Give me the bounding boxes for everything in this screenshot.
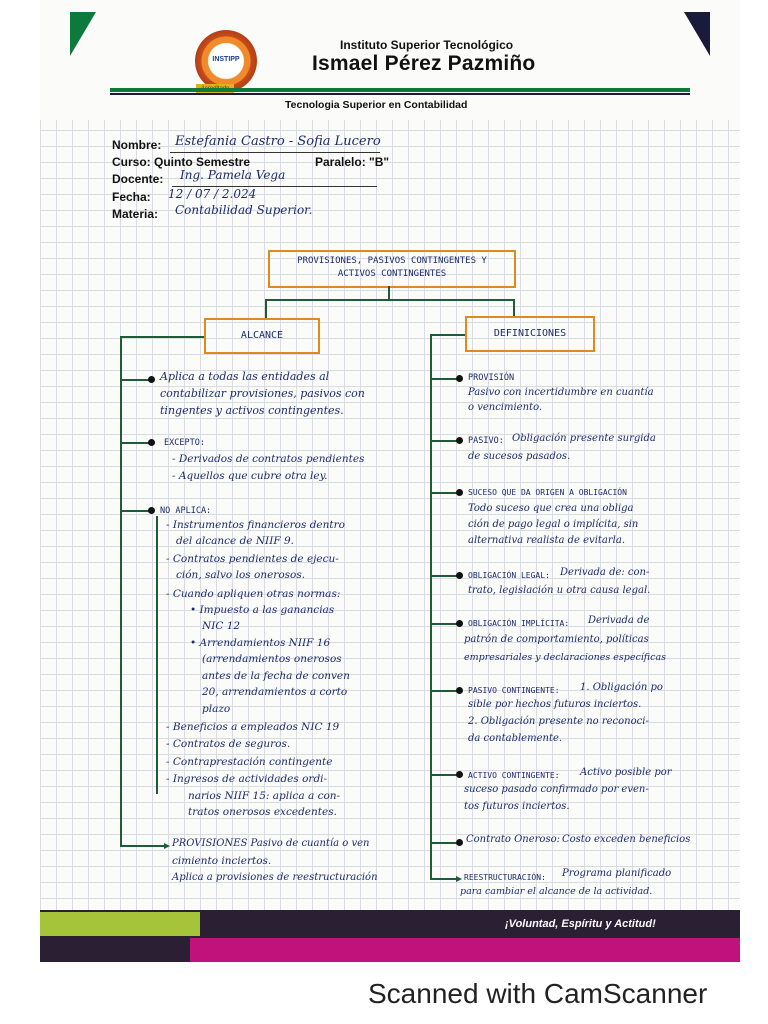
fecha-value: 12 / 07 / 2.024 [168, 187, 257, 201]
provisiones-line2: cimiento inciertos. [172, 855, 272, 867]
curso-label: Curso: Quinto Semestre [112, 155, 251, 169]
arrow-reestructuracion [456, 876, 462, 882]
pasivo-line2: de sucesos pasados. [468, 451, 571, 462]
no-aplica-line10: antes de la fecha de conven [202, 670, 350, 682]
scanned-page [40, 0, 740, 962]
provisiones-line1: PROVISIONES Pasivo de cuantía o ven [172, 838, 370, 849]
branch-provisiones [120, 845, 166, 847]
no-aplica-line4: ción, salvo los onerosos. [176, 569, 306, 581]
arrow-provisiones [164, 843, 170, 849]
bullet-aplica [148, 376, 155, 383]
branch-aplica [120, 379, 150, 381]
no-aplica-line11: 20, arrendamientos a corto [202, 686, 348, 698]
docente-value: Ing. Pamela Vega [180, 168, 286, 182]
footer-motto: ¡Voluntad, Espíritu y Actitud! [505, 918, 656, 930]
no-aplica-line9: (arrendamientos onerosos [202, 653, 342, 665]
bullet-suceso [456, 489, 463, 496]
legal-line2: trato, legislación u otra causa legal. [468, 585, 651, 596]
no-aplica-line5: - Cuando apliquen otras normas: [166, 588, 341, 600]
no-aplica-line12: plazo [202, 703, 231, 715]
map-title-line1: PROVISIONES, PASIVOS CONTINGENTES Y [297, 256, 487, 266]
bullet-implicita [456, 620, 463, 627]
bullet-excepto [148, 439, 155, 446]
camscanner-watermark: Scanned with CamScanner [368, 978, 708, 1009]
pasivo-cont-line1: 1. Obligación po [580, 682, 663, 693]
aplica-line2: contabilizar provisiones, pasivos con [160, 387, 365, 400]
no-aplica-line16: - Ingresos de actividades ordi- [166, 773, 328, 785]
no-aplica-line8: • Arrendamientos NIIF 16 [190, 637, 331, 649]
connector-left-down [265, 299, 267, 319]
materia-label: Materia: [112, 207, 159, 221]
implicita-title: OBLIGACIÓN IMPLÍCITA: [468, 619, 570, 628]
provision-line2: o vencimiento. [468, 402, 543, 413]
implicita-line2: patrón de comportamiento, políticas [464, 634, 649, 645]
alcance-box: ALCANCE [204, 318, 320, 354]
activo-cont-line3: tos futuros inciertos. [464, 801, 570, 812]
pasivo-cont-line3: 2. Obligación presente no reconoci- [468, 716, 649, 727]
bullet-no-aplica [148, 507, 155, 514]
corner-flag-dark [684, 12, 710, 56]
suceso-line2: ción de pago legal o implícita, sin [468, 519, 639, 530]
connector-right-down [513, 299, 515, 317]
header-bar-dark [110, 93, 690, 95]
no-aplica-line17: narios NIIF 15: aplica a con- [188, 790, 341, 802]
nombre-label: Nombre: [112, 138, 162, 152]
fecha-label: Fecha: [112, 190, 151, 204]
pasivo-line1: Obligación presente surgida [512, 433, 656, 444]
branch-pasivo [430, 440, 458, 442]
branch-reestructuracion [430, 878, 458, 880]
legal-line1: Derivada de: con- [560, 567, 650, 578]
branch-oneroso [430, 842, 458, 844]
provisiones-line3: Aplica a provisiones de reestructuración [172, 872, 378, 883]
pasivo-title: PASIVO: [468, 436, 504, 446]
footer-magenta-stripe [190, 938, 740, 962]
implicita-line3: empresariales y declaraciones específicas [464, 652, 667, 663]
legal-title: OBLIGACIÓN LEGAL: [468, 571, 550, 580]
branch-pasivo-contingente [430, 690, 458, 692]
map-title-line2: ACTIVOS CONTINGENTES [337, 269, 447, 279]
provision-title: PROVISIÓN [468, 373, 515, 383]
reestr-line1: Programa planificado [562, 868, 672, 879]
branch-excepto [120, 442, 150, 444]
institute-name: Ismael Pérez Pazmiño [312, 52, 536, 75]
excepto-title: EXCEPTO: [164, 438, 205, 448]
excepto-line1: - Derivados de contratos pendientes [172, 453, 365, 465]
provision-line1: Pasivo con incertidumbre en cuantía [468, 387, 654, 398]
no-aplica-line13: - Beneficios a empleados NIC 19 [166, 721, 340, 733]
suceso-title: SUCESO QUE DA ORIGEN A OBLIGACIÓN [468, 488, 627, 497]
nombre-value: Estefania Castro - Sofia Lucero [175, 134, 381, 149]
footer-green-stripe [40, 912, 200, 936]
oneroso-title: Contrato Oneroso: [466, 834, 560, 845]
pasivo-cont-line4: da contablemente. [468, 733, 563, 744]
branch-activo-contingente [430, 774, 458, 776]
branch-legal [430, 575, 458, 577]
map-title-box [268, 250, 516, 288]
right-spine-top [430, 334, 465, 336]
connector-title-down [388, 286, 390, 300]
connector-horizontal [265, 299, 515, 301]
bullet-legal [456, 572, 463, 579]
no-aplica-subspine [156, 516, 158, 794]
excepto-line2: - Aquellos que cubre otra ley. [172, 470, 328, 482]
no-aplica-line7: NIC 12 [202, 620, 241, 632]
activo-cont-title: ACTIVO CONTINGENTE: [468, 771, 560, 780]
definiciones-box: DEFINICIONES [465, 316, 595, 352]
left-spine [120, 336, 122, 846]
no-aplica-line18: tratos onerosos excedentes. [188, 806, 337, 818]
bullet-oneroso [456, 839, 463, 846]
suceso-line1: Todo suceso que crea una obliga [468, 503, 634, 514]
paralelo-label: Paralelo: "B" [315, 155, 390, 169]
no-aplica-line1: - Instrumentos financieros dentro [166, 519, 345, 531]
no-aplica-line14: - Contratos de seguros. [166, 738, 291, 750]
no-aplica-title: NO APLICA: [160, 506, 212, 516]
docente-label: Docente: [112, 172, 164, 186]
reestr-line2: para cambiar el alcance de la actividad. [460, 886, 653, 897]
branch-provision [430, 378, 458, 380]
materia-value: Contabilidad Superior. [175, 203, 313, 217]
header-bar-green [110, 88, 690, 92]
implicita-line1: Derivada de [588, 615, 650, 626]
pasivo-cont-title: PASIVO CONTINGENTE: [468, 686, 560, 695]
bullet-provision [456, 375, 463, 382]
activo-cont-line1: Activo posible por [580, 767, 672, 778]
aplica-line1: Aplica a todas las entidades al [160, 370, 330, 383]
branch-implicita [430, 623, 458, 625]
nombre-underline [170, 152, 380, 153]
institute-line1: Instituto Superior Tecnológico [340, 38, 514, 52]
no-aplica-line3: - Contratos pendientes de ejecu- [166, 553, 339, 565]
logo-text: INSTIPP [209, 52, 243, 68]
no-aplica-line6: • Impuesto a las ganancias [190, 604, 335, 616]
reestr-title: REESTRUCTURACIÓN: [464, 873, 546, 882]
right-spine [430, 334, 432, 879]
no-aplica-line15: - Contraprestación contingente [166, 756, 333, 768]
oneroso-line1: Costo exceden beneficios [562, 834, 691, 845]
branch-suceso [430, 492, 458, 494]
no-aplica-line2: del alcance de NIIF 9. [176, 535, 294, 547]
suceso-line3: alternativa realista de evitarla. [468, 535, 625, 546]
left-spine-top [120, 336, 204, 338]
bullet-pasivo-contingente [456, 687, 463, 694]
career-title: Tecnologia Superior en Contabilidad [285, 99, 468, 111]
corner-flag-green [70, 12, 96, 56]
pasivo-cont-line2: sible por hechos futuros inciertos. [468, 699, 642, 710]
bullet-activo-contingente [456, 771, 463, 778]
branch-no-aplica [120, 510, 150, 512]
bullet-pasivo [456, 437, 463, 444]
activo-cont-line2: suceso pasado confirmado por even- [464, 784, 649, 795]
aplica-line3: tingentes y activos contingentes. [160, 404, 344, 417]
institute-logo [195, 30, 257, 92]
